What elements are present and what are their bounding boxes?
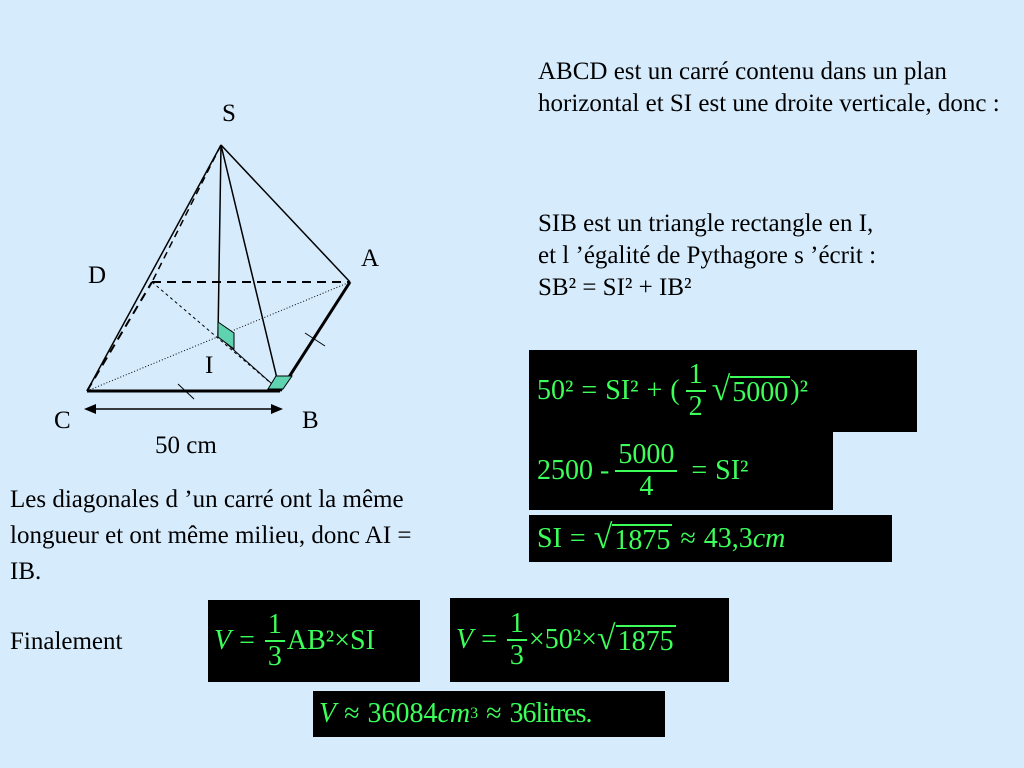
sqrt-sign-icon: √	[593, 519, 613, 556]
equation-5	[456, 603, 676, 677]
eq2-fraction	[615, 440, 677, 502]
eq6-unit: cm	[437, 698, 471, 729]
diagonal-DB	[152, 282, 280, 391]
eq3-unit: cm	[752, 523, 786, 554]
equation-4	[214, 604, 375, 678]
eq4-ab: AB²	[286, 625, 335, 656]
sqrt-sign-icon: √	[711, 371, 731, 408]
eq2-equals: =	[691, 455, 708, 486]
equation-6	[319, 695, 592, 733]
edge-SA	[221, 145, 350, 282]
eq1-equals: =	[581, 375, 598, 406]
equation-2	[537, 436, 748, 506]
eq1-numerator: 1	[688, 359, 703, 390]
label-C: C	[54, 407, 71, 434]
equation-box-si-squared	[529, 432, 833, 510]
eq1-plus: +	[646, 375, 663, 406]
eq1-close-paren: )²	[790, 375, 809, 406]
eq4-times: ×	[334, 625, 350, 656]
eq3-lhs: SI	[537, 523, 562, 554]
equation-box-volume-result	[313, 691, 665, 737]
eq2-rhs: SI²	[715, 455, 749, 486]
equation-box-si	[529, 515, 892, 562]
equation-box-volume-formula	[208, 600, 420, 682]
eq5-denominator: 3	[509, 640, 524, 671]
right-angle-marker-B	[268, 376, 292, 389]
sqrt-sign-icon: √	[596, 620, 616, 657]
eq5-v: V	[456, 624, 474, 655]
edge-SB	[221, 145, 280, 391]
eq4-fraction	[265, 610, 285, 672]
label-A: A	[361, 245, 380, 272]
intro-paragraph: ABCD est un carré contenu dans un plan horizontal et SI est une droite verticale, donc :	[538, 58, 1000, 117]
eq4-denominator: 3	[267, 641, 282, 672]
eq3-sqrt	[593, 519, 673, 556]
label-B: B	[302, 407, 319, 434]
equation-box-volume-numeric	[450, 598, 729, 682]
eq4-si: SI	[350, 625, 375, 656]
eq6-exponent: 3	[470, 705, 479, 722]
equation-1	[537, 358, 808, 424]
eq3-approx: ≈	[680, 523, 696, 554]
eq1-denominator: 2	[688, 391, 703, 422]
dimension-label: 50 cm	[155, 432, 217, 459]
eq5-square: 50²	[544, 624, 582, 655]
eq1-si: SI²	[605, 375, 639, 406]
height-SI	[218, 145, 221, 336]
eq5-numerator: 1	[509, 608, 524, 639]
diagonals-paragraph: Les diagonales d ’un carré ont la même longueur et ont même milieu, donc AI = IB.	[10, 486, 412, 585]
eq1-radicand: 5000	[732, 377, 789, 408]
eq1-open-paren: (	[670, 375, 680, 406]
label-I: I	[205, 352, 214, 379]
eq2-denominator: 4	[639, 471, 654, 502]
eq4-v: V	[214, 625, 232, 656]
eq1-sqrt	[711, 371, 791, 408]
equation-box-pythagore	[529, 350, 917, 432]
label-S: S	[222, 100, 236, 127]
arrowhead-left	[84, 404, 96, 414]
eq2-lhs: 2500 -	[537, 455, 610, 486]
eq5-fraction	[507, 609, 527, 671]
eq3-radicand: 1875	[614, 525, 671, 556]
pythagore-line-1: SIB est un triangle rectangle en I,	[538, 210, 874, 237]
eq4-numerator: 1	[267, 609, 282, 640]
eq6-v: V	[319, 698, 337, 729]
edge-BA	[280, 282, 350, 391]
eq5-times-2: ×	[581, 624, 597, 655]
eq6-litres: 36litres.	[509, 698, 592, 729]
edge-SC	[87, 145, 221, 391]
eq6-approx-1: ≈	[344, 698, 360, 729]
equation-3	[537, 519, 785, 559]
eq1-fraction	[686, 360, 706, 422]
eq4-equals: =	[239, 625, 255, 656]
eq6-value: 36084	[367, 698, 438, 729]
eq6-approx-2: ≈	[486, 698, 502, 729]
eq3-equals: =	[569, 523, 586, 554]
arrowhead-right	[271, 404, 283, 414]
eq5-radicand: 1875	[617, 626, 674, 657]
eq1-lhs: 50²	[537, 375, 574, 406]
eq3-value: 43,3	[703, 523, 753, 554]
eq5-times-1: ×	[528, 624, 545, 655]
pythagore-line-3: SB² = SI² + IB²	[538, 274, 692, 301]
eq2-numerator: 5000	[618, 439, 675, 470]
label-D: D	[88, 262, 107, 289]
eq5-sqrt	[596, 620, 676, 657]
finalement-label: Finalement	[10, 628, 123, 655]
eq5-equals: =	[481, 624, 497, 655]
pythagore-line-2: et l ’égalité de Pythagore s ’écrit :	[538, 242, 877, 269]
